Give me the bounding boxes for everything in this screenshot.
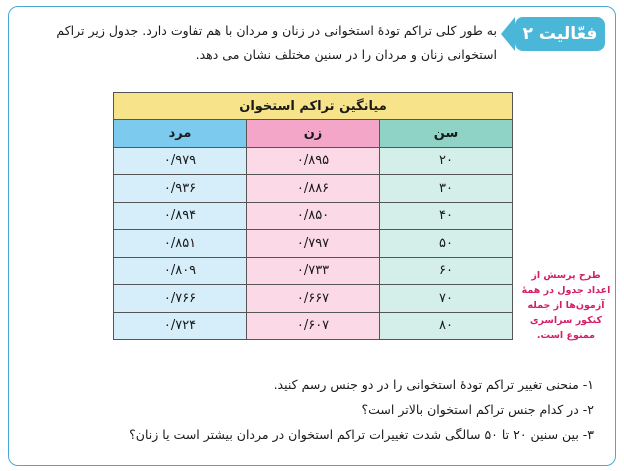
header-men: مرد — [114, 120, 247, 148]
header-age: سن — [380, 120, 513, 148]
cell-men: ۰/۸۵۱ — [114, 230, 247, 258]
table-row — [114, 312, 513, 340]
cell-men: ۰/۸۹۴ — [114, 202, 247, 230]
table-row — [114, 147, 513, 175]
bone-density-table — [113, 92, 513, 340]
question-item: ۳- بین سنین ۲۰ تا ۵۰ سالگی شدت تغییرات تراکم استخوان در مردان بیشتر است یا زنان؟ — [129, 427, 594, 442]
question-item: ۱- منحنی تغییر تراکم تودهٔ استخوانی را در دو جنس رسم کنید. — [273, 377, 594, 392]
activity-intro: به طور کلی تراکم تودهٔ استخوانی در زنان و مردان با هم تفاوت دارد. جدول زیر تراکم استخوانی زنان و مردان را در سنین مختلف نشان می دهد. — [56, 23, 497, 62]
cell-men: ۰/۷۶۶ — [114, 285, 247, 313]
activity-badge: فعّالیت ۲ — [515, 17, 605, 51]
cell-women: ۰/۸۸۶ — [247, 175, 380, 203]
cell-men: ۰/۷۲۴ — [114, 312, 247, 340]
table-title: میانگین تراکم استخوان — [114, 93, 513, 120]
questions-list — [34, 372, 594, 447]
cell-women: ۰/۶۶۷ — [247, 285, 380, 313]
table-body — [114, 147, 513, 340]
cell-age: ۶۰ — [380, 257, 513, 285]
cell-age: ۳۰ — [380, 175, 513, 203]
table-row — [114, 257, 513, 285]
table-row — [114, 175, 513, 203]
cell-women: ۰/۶۰۷ — [247, 312, 380, 340]
cell-men: ۰/۸۰۹ — [114, 257, 247, 285]
cell-women: ۰/۸۵۰ — [247, 202, 380, 230]
table-row — [114, 230, 513, 258]
cell-age: ۷۰ — [380, 285, 513, 313]
cell-men: ۰/۹۷۹ — [114, 147, 247, 175]
table-row — [114, 285, 513, 313]
table-row — [114, 202, 513, 230]
cell-men: ۰/۹۳۶ — [114, 175, 247, 203]
cell-age: ۴۰ — [380, 202, 513, 230]
cell-age: ۲۰ — [380, 147, 513, 175]
cell-women: ۰/۷۹۷ — [247, 230, 380, 258]
side-note: طرح پرسش از اعداد جدول در همهٔ آزمون‌ها از جمله کنکور سراسری ممنوع است. — [521, 270, 611, 341]
cell-women: ۰/۸۹۵ — [247, 147, 380, 175]
cell-age: ۵۰ — [380, 230, 513, 258]
activity-badge-notch — [501, 17, 515, 51]
header-women: زن — [247, 120, 380, 148]
question-item: ۲- در کدام جنس تراکم استخوان بالاتر است؟ — [361, 402, 594, 417]
cell-women: ۰/۷۳۳ — [247, 257, 380, 285]
cell-age: ۸۰ — [380, 312, 513, 340]
